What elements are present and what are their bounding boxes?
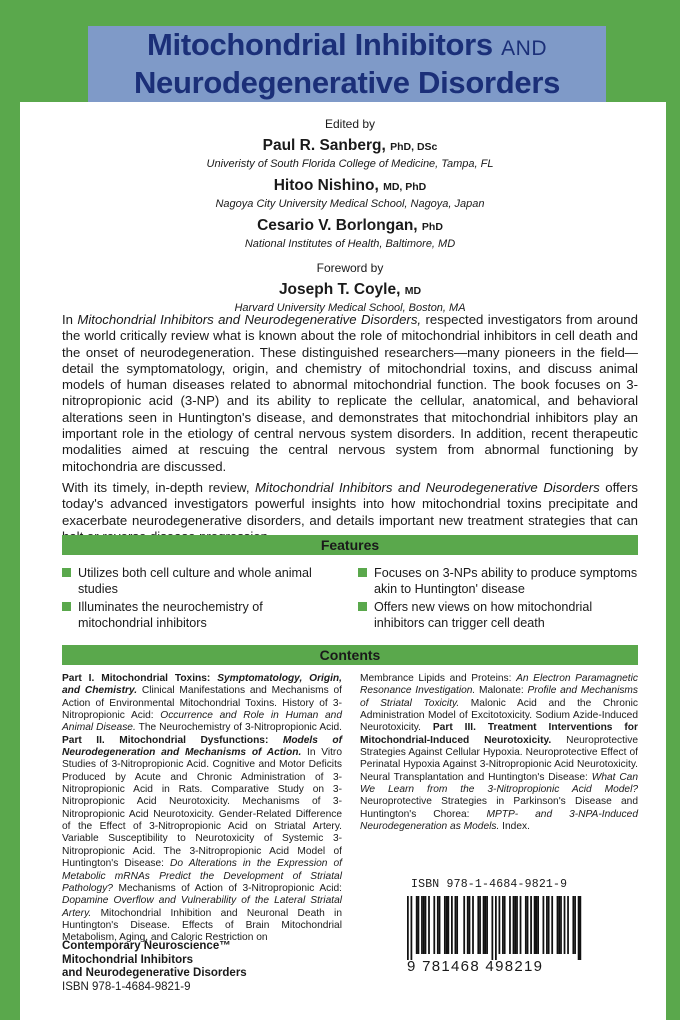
barcode-bar (546, 896, 548, 954)
contents-text-run: The Neurochemistry of 3-Nitropropionic Acid. (135, 722, 342, 734)
left-green-border (0, 0, 20, 1020)
contents-text-run: Part III. Treatment Interventions for Mitochondrial-Induced Neurotoxicity. (360, 722, 638, 746)
series-title-line: Mitochondrial Inhibitors (62, 953, 193, 966)
barcode-bar (502, 896, 504, 954)
contents-text-run: In Vitro Studies of 3-Nitropropionic Acid. Cognitive and Motor Deficits Produced by Acute and Chronic Administration of 3-Nitropropionic Acid in Rats. Comparative Study on 3-Nitropropionic Acid Neurotoxicity. Mechanisms of 3-Nitropropionic Acid Neurotoxicity. Gender-Related Difference of the Effect of 3-Nitropropionic Acid on Striatal Artery. Variable Susceptibility to Neurotoxicity of Systemic 3-Nitropropionic Acid. The 3-Nitropropionic Acid Model of Huntington's Disease: (62, 747, 342, 870)
barcode-bar (479, 896, 481, 954)
contents-text-run: Occurrence and Role in Human and Animal Disease. (62, 710, 342, 734)
contents-text-run: An Electron Paramagnetic Resonance Investigation. (360, 673, 638, 697)
book-description (62, 312, 638, 550)
barcode-bar (564, 896, 566, 954)
contents-text-run: Part II. Mitochondrial Dysfunctions: (62, 734, 283, 746)
barcode-bar (425, 896, 427, 954)
barcode-bar (486, 896, 488, 954)
feature-item: Focuses on 3-NPs ability to produce symptoms akin to Huntington' disease (358, 565, 638, 597)
barcode-bar (416, 896, 418, 954)
bullet-square-icon (62, 568, 71, 577)
book-title-banner (88, 26, 606, 102)
barcode-bar (537, 896, 539, 954)
barcode-bar (446, 896, 448, 954)
credits-block (100, 116, 600, 316)
editor-affiliation: National Institutes of Health, Baltimore, MD (244, 238, 456, 250)
editor-name: Paul R. Sanberg, PhD, DSc (262, 137, 438, 154)
barcode-bar (418, 896, 420, 954)
barcode-bar (574, 896, 576, 954)
contents-text-run: Part I. Mitochondrial Toxins: (62, 673, 218, 684)
barcode-bar (560, 896, 562, 954)
barcode-bar (495, 896, 497, 960)
foreword-author-affiliation: Harvard University Medical School, Boston, MA (234, 302, 466, 314)
contents-text-run: Mechanisms of Action of 3-Nitropropionic Acid: (112, 882, 342, 894)
barcode-bar (548, 896, 550, 954)
contents-text-run: Mitochondrial Inhibition and Neuronal Death in Huntington's Disease. Effects of Brain Mitochondrial Metabolism, Aging, and Caloric Restriction on (62, 907, 342, 944)
barcode-bar (551, 896, 553, 954)
right-green-border (666, 0, 680, 1020)
barcode-bar (578, 896, 580, 960)
barcode-bar (447, 896, 449, 954)
contents-text-run: Do Alterations in the Expression of Metabolic mRNAs Predict the Development of Striatal Pathology? (62, 858, 342, 894)
barcode-bar (469, 896, 471, 954)
isbn-barcode (407, 878, 583, 988)
barcode-bar (411, 896, 413, 960)
barcode-bar (520, 896, 522, 954)
features-heading: Features (62, 535, 638, 555)
barcode-bar (439, 896, 441, 954)
barcode-bar (467, 896, 469, 954)
contents-text-run: Symptomatology, Origin, and Chemistry. (62, 673, 342, 697)
foreword-by-label: Foreword by (316, 261, 384, 275)
barcode-bar (484, 896, 486, 954)
barcode-bar (535, 896, 537, 954)
contents-text-run: What Can We Learn from the 3-Nitropropionic Acid Model? (360, 771, 639, 796)
feature-item: Offers new views on how mitochondrial inhibitors can trigger cell death (358, 599, 638, 631)
series-isbn: ISBN 978-1-4684-9821-9 (62, 980, 191, 993)
barcode-bar (483, 896, 485, 954)
barcode-bar (527, 896, 529, 954)
bullet-square-icon (358, 602, 367, 611)
barcode-bar (572, 896, 574, 954)
barcode-isbn-label: ISBN 978-1-4684-9821-9 (411, 878, 568, 891)
barcode-bar (444, 896, 446, 954)
contents-column-right (360, 673, 638, 833)
series-title-line: and Neurodegenerative Disorders (62, 967, 247, 979)
series-info (62, 940, 322, 994)
contents-heading: Contents (62, 645, 638, 665)
barcode-bar (423, 896, 425, 954)
barcode-bar (456, 896, 458, 954)
contents-text-run: Neuroprotective Strategies Against Cellular Hypoxia. Neuroprotective Effect of Perinatal Hypoxia Against 3-Nitropropionic Acid Neurotoxicity. Neural Transplantation and Huntington's Disease: (360, 734, 639, 783)
barcode-bar (557, 896, 559, 954)
feature-item: Illuminates the neurochemistry of mitochondrial inhibitors (62, 599, 332, 631)
barcode-bar (567, 896, 569, 954)
barcode-bar (509, 896, 511, 954)
editor-name: Cesario V. Borlongan, PhD (257, 217, 443, 234)
contents-text-run: Malonic Acid and the Chronic Administration Model of Excitotoxicity. Sodium Azide-Induced Neurotoxicity. (360, 697, 638, 734)
barcode-bar (477, 896, 479, 954)
barcode-bar (491, 896, 493, 960)
barcode-bar (504, 896, 506, 954)
barcode-bar (499, 896, 501, 954)
contents-text-run: Models of Neurodegeneration and Mechanisms of Action. (62, 734, 342, 759)
description-paragraph: In Mitochondrial Inhibitors and Neurodegenerative Disorders, respected investigators from around the world critically review what is known about the role of mitochondrial inhibitors in cell death and the onset of neurodegeneration. These distinguished researchers—many pioneers in the field—detail the symptomatology, origin, and chemistry of mitochondrial toxins, and discuss animal models of human diseases related to abnormal mitochondrial function. The book focuses on 3-nitropropionic acid (3-NP) and its ability to replicate the cellular, anatomical, and behavioral alterations seen in Huntington's disease, and demonstrates that mitochondrial inhibitors play an important role in the etiology of central nervous system disorders. In addition, recent therapeutic modalities aimed at rescuing the central nervous system from abnormal functioning by mitochondria are discussed. (62, 312, 638, 474)
contents-text-run: Dopamine Overflow and Vulnerability of the Lateral Striatal Artery. (62, 895, 342, 919)
barcode-bar (407, 896, 409, 960)
contents-text-run: Profile and Mechanisms of Striatal Toxicity. (360, 685, 639, 709)
title-and: AND (501, 37, 547, 60)
barcode-bar (455, 896, 457, 954)
barcode-bar (513, 896, 515, 954)
barcode-bar (530, 896, 532, 954)
barcode-bar (558, 896, 560, 954)
barcode-digits: 9 781468 498219 (407, 958, 544, 975)
contents-text-run: Neuroprotective Strategies in Parkinson's Disease and Huntington's Chorea: (360, 796, 638, 820)
barcode-bar (516, 896, 518, 954)
title-line-1: Mitochondrial Inhibitors (146, 27, 493, 62)
contents-text-run: Malonate: (475, 685, 528, 697)
editor-name: Hitoo Nishino, MD, PhD (273, 177, 427, 194)
barcode-bar (472, 896, 474, 954)
barcode-bar (451, 896, 453, 954)
barcode-bar (514, 896, 516, 954)
editor-affiliation: Univeristy of South Florida College of Medicine, Tampa, FL (206, 158, 494, 170)
feature-item: Utilizes both cell culture and whole animal studies (62, 565, 332, 597)
barcode-bar (534, 896, 536, 954)
barcode-bar (543, 896, 545, 954)
edited-by-label: Edited by (324, 117, 376, 131)
editor-affiliation: Nagoya City University Medical School, Nagoya, Japan (215, 198, 485, 210)
contents-text-run: MPTP- and 3-NPA-Induced Neurodegeneration as Models. (360, 808, 638, 833)
barcode-bar (525, 896, 527, 954)
book-title (88, 28, 606, 66)
title-line-2: Neurodegenerative Disorders (133, 65, 561, 100)
bullet-square-icon (358, 568, 367, 577)
barcode-bar (433, 896, 435, 954)
barcode-bar (579, 896, 581, 960)
barcode-bar (463, 896, 465, 954)
series-name: Contemporary Neuroscience™ (62, 940, 231, 952)
contents-text-run: Clinical Manifestations and Mechanisms of Action of Environmental Mitochondrial Toxins. History of 3-Nitropropionic Acid: (62, 685, 342, 722)
barcode-bar (437, 896, 439, 954)
bullet-square-icon (62, 602, 71, 611)
contents-text-run: Index. (499, 821, 530, 833)
barcode-bar (428, 896, 430, 954)
barcode-bar (421, 896, 423, 954)
contents-column-left (62, 673, 342, 945)
foreword-author-name: Joseph T. Coyle, MD (278, 281, 422, 298)
description-paragraph: With its timely, in-depth review, Mitochondrial Inhibitors and Neurodegenerative Disorders offers today's advanced investigators powerful insights into how mitochondrial toxins precipitate and exacerbate neurodegenerative disorders, and details important new treatment strategies that can (62, 479, 638, 528)
contents-text-run: Membrance Lipids and Proteins: (360, 673, 517, 684)
barcode-bars (407, 896, 583, 960)
